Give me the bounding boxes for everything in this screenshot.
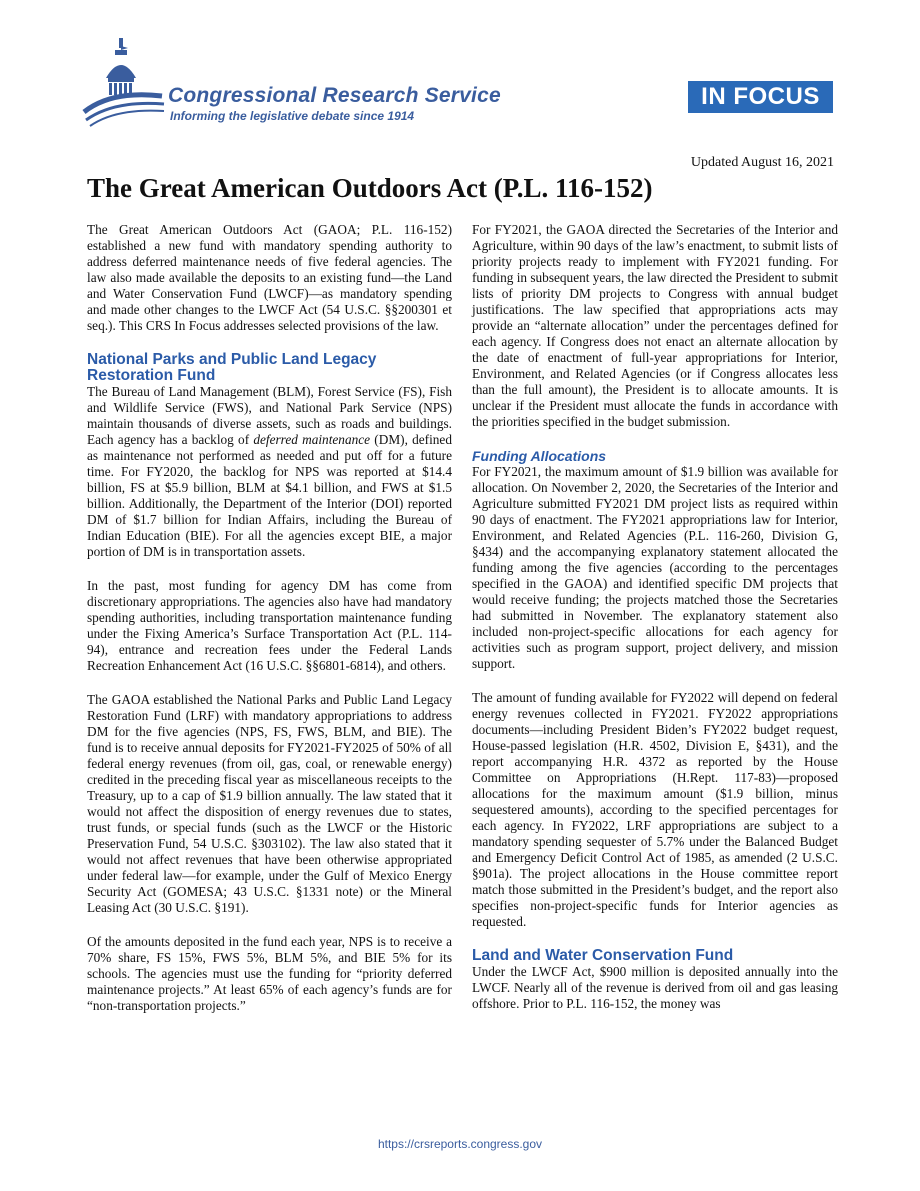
section-heading-lrf: National Parks and Public Land Legacy Restoration Fund xyxy=(87,351,377,384)
right-column xyxy=(472,222,838,1012)
in-focus-badge: IN FOCUS xyxy=(688,81,833,113)
paragraph-fy2021-lists: For FY2021, the GAOA directed the Secretaries of the Interior and Agriculture, within 90 days of the law’s enactment, to submit lists of priority projects ready to implement with FY2021 funding. For funding in subsequent years, the law directed the President to submit lists of priority DM projects to Congress with annual budget justifications. The law specified that appropriations acts may provide an “alternate allocation” under the percentages defined for each agency. If Congress does not enact an alternate allocation by the date of enactment of full-year appropriations for Interior, Environment, and Related Agencies (or if Congress allocates less than the full amount), the President is to allocate amounts. It is unclear if the President must allocate the funds in accordance with the priorities specified in the budget submission. xyxy=(472,222,838,429)
paragraph-lwcf: Under the LWCF Act, $900 million is deposited annually into the LWCF. Nearly all of the revenue is derived from oil and gas leasing offshore. Prior to P.L. 116-152, the money was xyxy=(472,964,838,1011)
page-header xyxy=(0,0,920,150)
paragraph-fy2021-allocation: For FY2021, the maximum amount of $1.9 billion was available for allocation. On November 2, 2020, the Secretaries of the Interior and Agriculture submitted FY2021 DM project lists as required within 90 days of enactment. The FY2021 appropriations law for Interior, Environment, and Related Agencies (P.L. 116-260, Division G, §434) and the accompanying explanatory statement allocated the funding among the five agencies (according to the percentages specified in the GAOA) and identified specific DM projects that would receive funding; the projects matched those the Secretaries had submitted in November. The explanatory statement also included non-project-specific allocations for each agency for activities such as program support, project delivery, and mission support. xyxy=(472,464,838,671)
updated-date: Updated August 16, 2021 xyxy=(690,155,834,170)
text-run: The Bureau of Land Management (BLM), Forest Service (FS), Fish and Wildlife Service (FWS), and National Park Service (NPS) maintain thousands of diverse assets, such as roads and buildings. Each agency has a backlog of xyxy=(87,384,452,447)
paragraph-dm-backlog xyxy=(87,384,452,560)
capitol-dome-icon xyxy=(82,38,166,128)
org-tagline: Informing the legislative debate since 1914 xyxy=(170,109,415,123)
footer-url[interactable]: https://crsreports.congress.gov xyxy=(377,1137,543,1151)
paragraph-fy2022: The amount of funding available for FY2022 will depend on federal energy revenues collected in FY2021. FY2022 appropriations documents—including President Biden’s FY2022 budget request, House-passed legislation (H.R. 4502, Division E, §431), and the report accompanying H.R. 4372 as reported by the House Committee on Appropriations (H.Rept. 117-83)—proposed allocations for the maximum amount ($1.9 billion, minus sequestered amounts), according to the specified percentages for each agency. In FY2022, LRF appropriations are subject to a mandatory spending sequester of 5.7% under the Balanced Budget and Emergency Deficit Control Act of 1985, as amended (2 U.S.C. §901a). The project allocations in the House committee report match those submitted in the President’s budget, and the report also specifies non-project-specific funds for Interior agencies as requested. xyxy=(472,690,838,929)
emphasis-term: deferred maintenance xyxy=(253,432,371,447)
intro-paragraph: The Great American Outdoors Act (GAOA; P.L. 116-152) established a new fund with mandatory spending authority to address deferred maintenance needs of five federal agencies. The law also made available the deposits to an existing fund—the Land and Water Conservation Fund (LWCF)—as mandatory spending and made other changes to the LWCF Act (54 U.S.C. §§200301 et seq.). This CRS In Focus addresses selected provisions of the law. xyxy=(87,222,452,333)
subheading-funding-allocations: Funding Allocations xyxy=(472,448,607,464)
paragraph-shares: Of the amounts deposited in the fund each year, NPS is to receive a 70% share, FS 15%, FWS 5%, BLM 5%, and BIE 5% for its schools. The agencies must use the funding for “priority deferred maintenance projects.” At least 65% of each agency’s funds are for “non-transportation projects.” xyxy=(87,934,452,1013)
left-column xyxy=(87,222,452,1014)
section-heading-lwcf: Land and Water Conservation Fund xyxy=(472,947,734,964)
paragraph-lrf-established: The GAOA established the National Parks and Public Land Legacy Restoration Fund (LRF) with mandatory appropriations to address DM for the five agencies (NPS, FS, FWS, BLM, and BIE). The fund is to receive annual deposits for FY2021-FY2025 of 50% of all federal energy revenues (from oil, gas, coal, or renewable energy) credited in the preceding fiscal year as miscellaneous receipts to the Treasury, up to a cap of $1.9 billion annually. The law stated that it would not affect the disposition of energy revenues due to states, trust funds, or special funds (such as the LWCF or the Historic Preservation Fund, 54 U.S.C. §303102). The law also stated that it would not affect revenues that have been otherwise appropriated under federal law—for example, under the Gulf of Mexico Energy Security Act (GOMESA; 43 U.S.C. §1331 note) or the Mineral Leasing Act (30 U.S.C. §191). xyxy=(87,692,452,915)
paragraph-past-funding: In the past, most funding for agency DM has come from discretionary appropriations. The agencies also have had mandatory spending authorities, including transportation maintenance funding under the Fixing America’s Surface Transportation Act (P.L. 114-94), entrance and recreation fees under the Federal Lands Recreation Enhancement Act (16 U.S.C. §§6801-6814), and others. xyxy=(87,578,452,673)
text-run: (DM), defined as maintenance not performed as needed and put off for a future time. For FY2020, the backlog for NPS was reported at $14.4 billion, FS at $5.9 billion, BLM at $4.1 billion, and FWS at $1.5 billion. Additionally, the Department of the Interior (DOI) reported DM of $1.7 billion for Indian Affairs, including the Bureau of Indian Education (BIE). For all the agencies except BIE, a major portion of DM is in transportation assets. xyxy=(87,432,452,559)
org-name: Congressional Research Service xyxy=(168,84,501,107)
page-title: The Great American Outdoors Act (P.L. 116-152) xyxy=(87,173,653,203)
